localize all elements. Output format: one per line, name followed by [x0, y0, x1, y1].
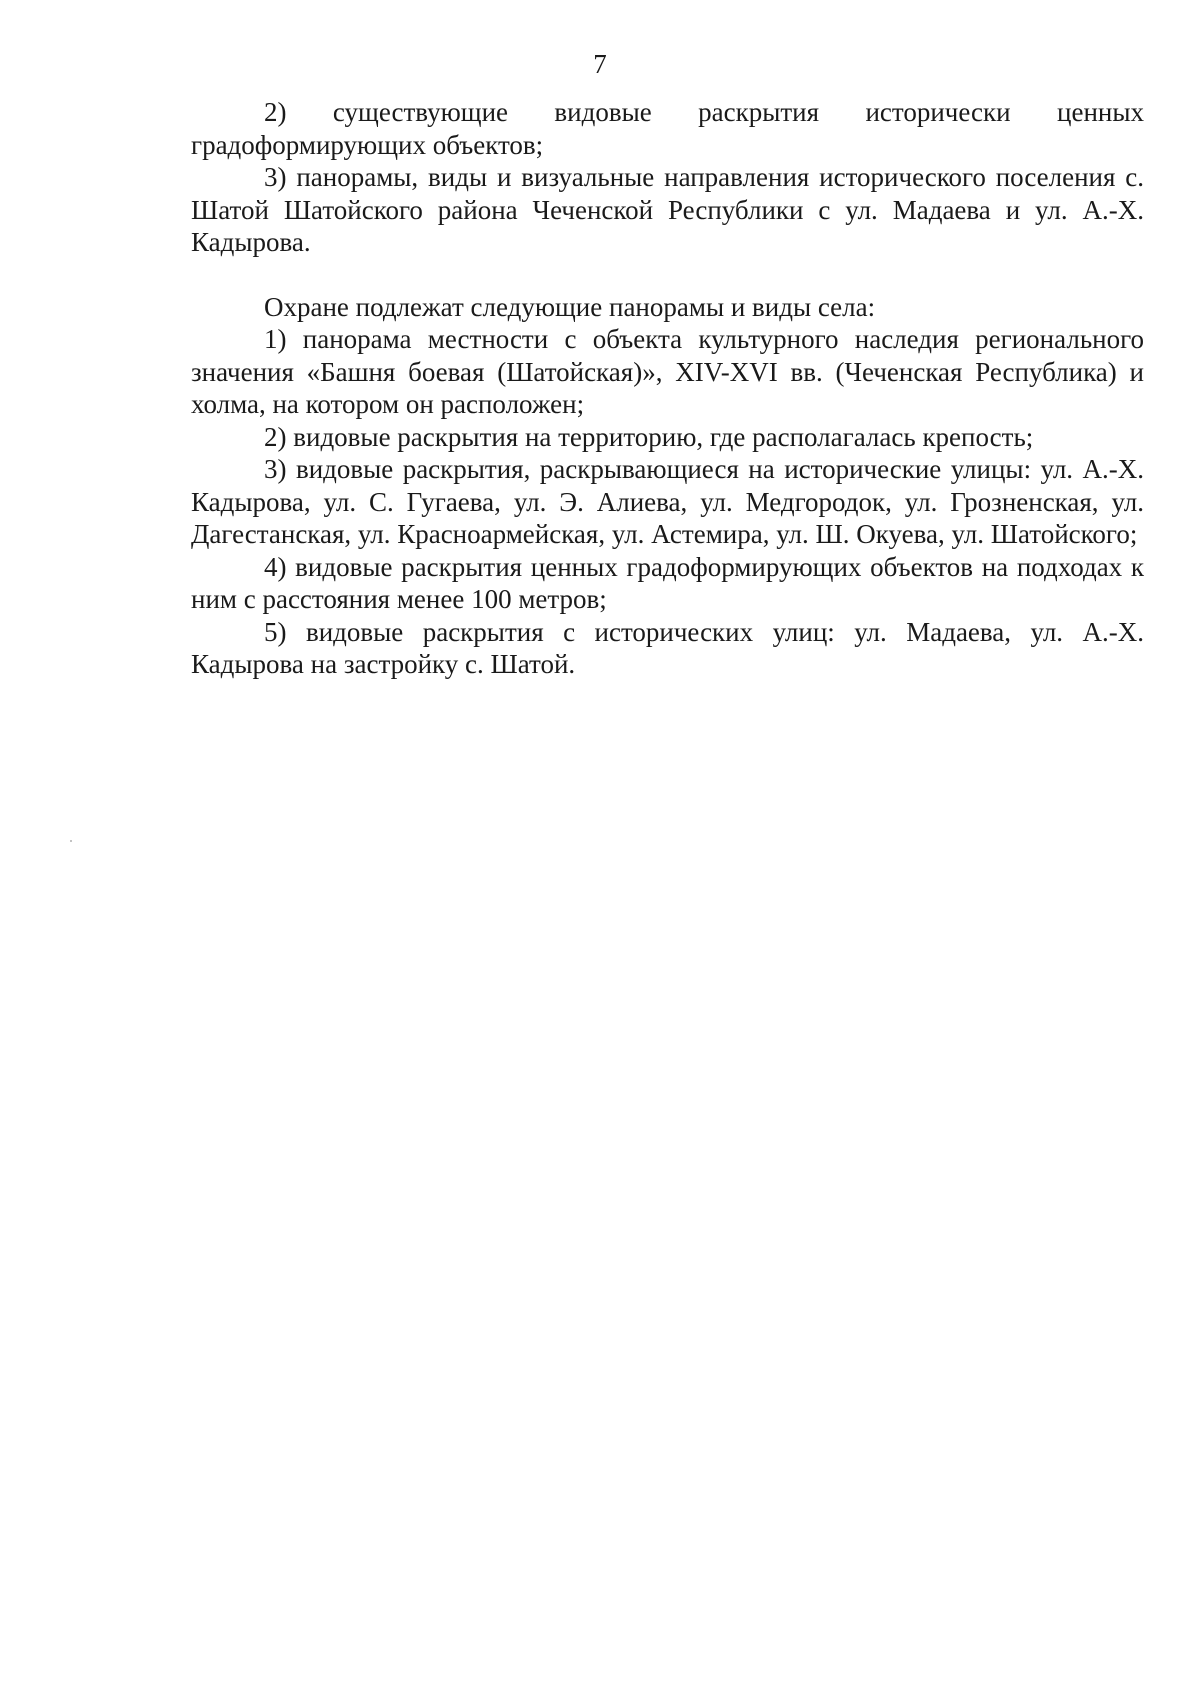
- scan-speck: [70, 840, 72, 842]
- list-item: 4) видовые раскрытия ценных градоформирующих объектов на подходах к ним с расстояния менее 100 метров;: [191, 551, 1144, 614]
- paragraph-gap: [191, 259, 1144, 291]
- list-item: 2) видовые раскрытия на территорию, где располагалась крепость;: [264, 421, 1034, 452]
- list-item: 3) панорамы, виды и визуальные направления исторического поселения с. Шатой Шатойского района Чеченской Республики с ул. Мадаева и ул. А.-Х. Кадырова.: [191, 162, 1144, 257]
- list-item: 2) существующие видовые раскрытия исторически ценных градоформирующих объектов;: [191, 97, 1144, 160]
- list-item: 3) видовые раскрытия, раскрывающиеся на исторические улицы: ул. А.-Х. Кадырова, ул. С. Гугаева, ул. Э. Алиева, ул. Медгородок, ул. Грозненская, ул. Дагестанская, ул. Красноармейская, ул. Астемира, ул. Ш. Окуева, ул. Шатойского;: [191, 454, 1144, 549]
- protection-intro: Охране подлежат следующие панорамы и виды села:: [264, 291, 876, 322]
- document-body: [191, 96, 1144, 681]
- list-item: 5) видовые раскрытия с исторических улиц: ул. Мадаева, ул. А.-Х. Кадырова на застройку с. Шатой.: [191, 616, 1144, 679]
- page-number: 7: [593, 49, 607, 79]
- list-item: 1) панорама местности с объекта культурного наследия регионального значения «Башня боевая (Шатойская)», XIV-XVI вв. (Чеченская Республика) и холма, на котором он расположен;: [191, 324, 1144, 419]
